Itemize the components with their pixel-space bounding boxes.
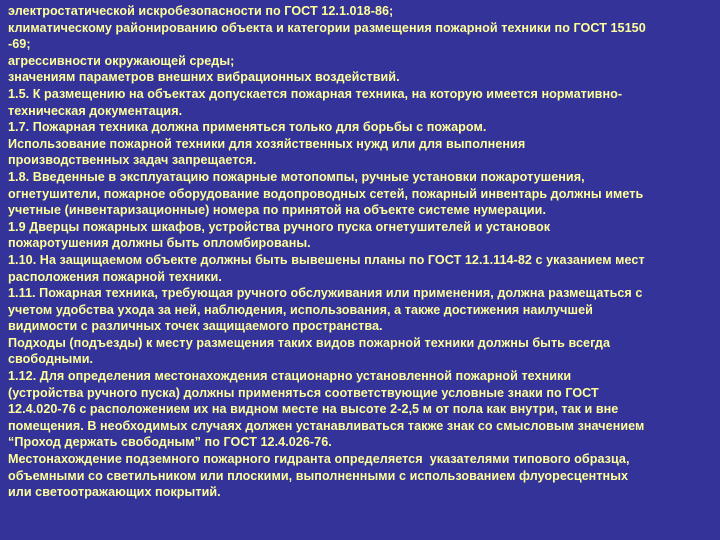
text-line: 1.5. К размещению на объектах допускается пожарная техника, на которую имеется нормативно- xyxy=(8,86,623,101)
text-line: 1.7. Пожарная техника должна применяться только для борьбы с пожаром. xyxy=(8,120,487,135)
body-text xyxy=(8,3,712,501)
text-line: или светоотражающих покрытий. xyxy=(8,485,221,500)
text-line: видимости с различных точек защищаемого пространства. xyxy=(8,319,383,334)
text-line: 1.12. Для определения местонахождения стационарно установленной пожарной техники xyxy=(8,369,572,384)
text-line: учетом удобства ухода за ней, наблюдения, использования, а также достижения наилучшей xyxy=(8,302,593,317)
text-line: огнетушители, пожарное оборудование водопроводных сетей, пожарный инвентарь должны иметь xyxy=(8,186,644,201)
text-line: учетные (инвентаризационные) номера по принятой на объекте системе нумерации. xyxy=(8,203,547,218)
text-line: пожаротушения должны быть опломбированы. xyxy=(8,236,311,251)
text-line: -69; xyxy=(8,37,31,52)
text-line: 1.10. На защищаемом объекте должны быть вывешены планы по ГОСТ 12.1.114-82 с указанием мест xyxy=(8,252,645,267)
text-line: свободными. xyxy=(8,352,94,367)
text-line: электростатической искробезопасности по ГОСТ 12.1.018-86; xyxy=(8,4,394,18)
text-line: Подходы (подъезды) к месту размещения таких видов пожарной техники должны быть всегда xyxy=(8,335,611,350)
text-line: расположения пожарной техники. xyxy=(8,269,222,284)
text-line: значениям параметров внешних вибрационных воздействий. xyxy=(8,70,400,85)
text-line: 1.8. Введенные в эксплуатацию пожарные мотопомпы, ручные установки пожаротушения, xyxy=(8,169,585,184)
text-line: “Проход держать свободным” по ГОСТ 12.4.026-76. xyxy=(8,435,332,450)
text-line: 1.9 Дверцы пожарных шкафов, устройства ручного пуска огнетушителей и установок xyxy=(8,219,551,234)
text-line: техническая документация. xyxy=(8,103,183,118)
text-line: Местонахождение подземного пожарного гидранта определяется указателями типового образца, xyxy=(8,452,630,467)
text-line: 12.4.020-76 с расположением их на видном месте на высоте 2-2,5 м от пола как внутри, так и вне xyxy=(8,402,619,417)
text-line: производственных задач запрещается. xyxy=(8,153,257,168)
text-line: Использование пожарной техники для хозяйственных нужд или для выполнения xyxy=(8,136,526,151)
text-line: помещения. В необходимых случаях должен устанавливаться также знак со смысловым значением xyxy=(8,418,645,433)
text-line: климатическому районированию объекта и категории размещения пожарной техники по ГОСТ 15150 xyxy=(8,20,646,35)
text-line: 1.11. Пожарная техника, требующая ручного обслуживания или применения, должна размещаться с xyxy=(8,286,643,301)
text-line: объемными со светильником или плоскими, выполненными с использованием флуоресцентных xyxy=(8,468,629,483)
text-line: агрессивности окружающей среды; xyxy=(8,53,235,68)
text-line: (устройства ручного пуска) должны применяться соответствующие условные знаки по ГОСТ xyxy=(8,385,599,400)
